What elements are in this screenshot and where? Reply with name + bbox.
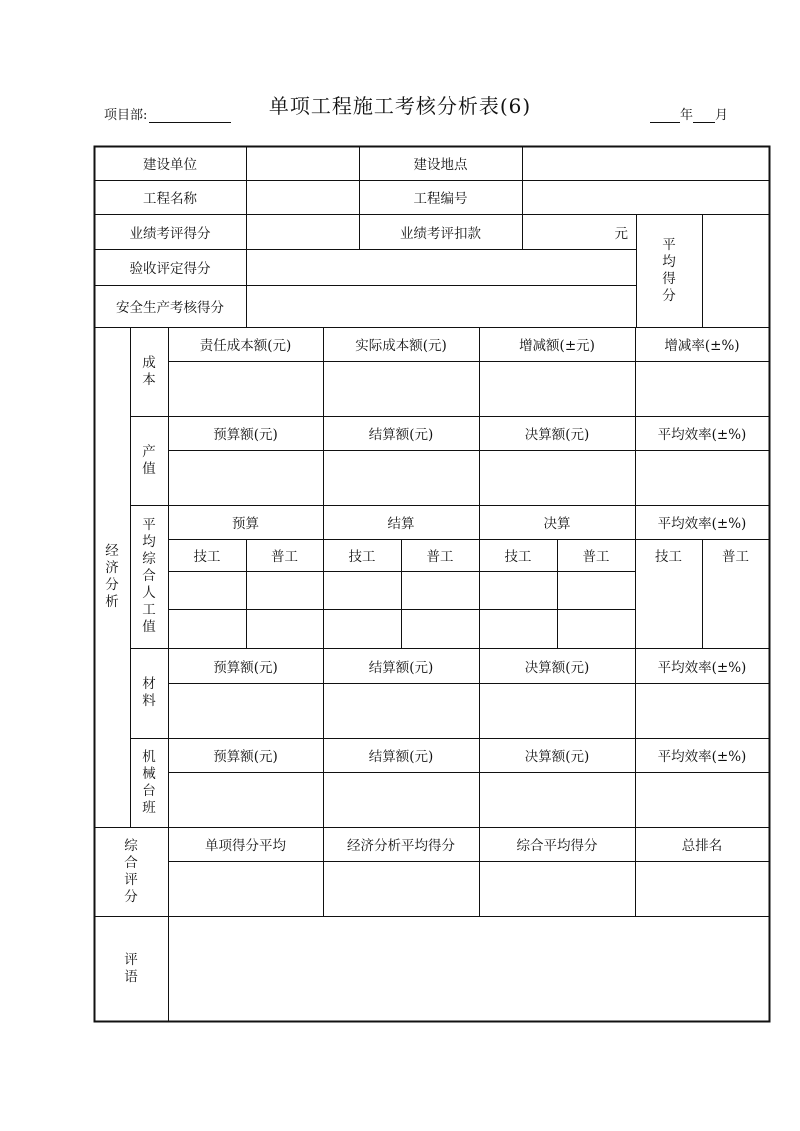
overall-col-2: 经济分析平均得分 — [347, 838, 455, 854]
economic-label — [94, 327, 130, 827]
cost-col-3: 增减额(±元) — [519, 338, 595, 354]
accept-score-label: 验收评定得分 — [129, 261, 211, 277]
labor-sub-1: 技工 — [193, 549, 221, 565]
cost-input-1[interactable] — [168, 361, 323, 416]
labor-sub-5: 技工 — [504, 549, 532, 565]
month-label: 月 — [715, 108, 729, 123]
cost-label-text: 成本 — [142, 354, 156, 388]
labor-label — [130, 505, 168, 648]
machine-col-1: 预算额(元) — [213, 749, 278, 765]
cost-col-4: 增减率(±%) — [664, 338, 740, 354]
comment-label-text: 评语 — [124, 951, 138, 985]
cost-col-2: 实际成本额(元) — [355, 338, 447, 354]
cost-label — [130, 327, 168, 416]
avg-score-label — [636, 214, 702, 327]
cost-input-4[interactable] — [635, 361, 769, 416]
overall-col-3: 综合平均得分 — [516, 838, 598, 854]
material-col-2: 结算额(元) — [368, 659, 434, 676]
labor-eff-skilled-input[interactable] — [635, 571, 702, 648]
labor-col-2: 结算 — [387, 516, 415, 532]
project-name-label: 工程名称 — [143, 191, 197, 207]
build-unit-input[interactable] — [246, 146, 359, 180]
project-name-input[interactable] — [246, 180, 359, 214]
material-label-text: 材料 — [142, 676, 156, 709]
build-site-label: 建设地点 — [413, 157, 468, 173]
labor-sub-3: 技工 — [348, 549, 376, 565]
safety-score-input[interactable] — [246, 285, 636, 327]
labor-col-3: 决算 — [543, 516, 571, 532]
material-col-3: 决算额(元) — [524, 659, 590, 676]
accept-score-input[interactable] — [246, 249, 636, 285]
labor-sub-4: 普工 — [426, 549, 454, 565]
overall-col-4: 总排名 — [681, 838, 723, 854]
safety-score-label: 安全生产考核得分 — [116, 300, 224, 316]
machine-col-2: 结算额(元) — [368, 749, 434, 765]
overall-col-1: 单项得分平均 — [205, 838, 286, 854]
labor-sub-7: 技工 — [655, 549, 682, 565]
labor-col-1: 预算 — [232, 516, 259, 532]
machine-col-4: 平均效率(±%) — [657, 749, 747, 765]
avg-score-text: 平均得分 — [662, 236, 676, 304]
project-no-label: 工程编号 — [413, 191, 468, 207]
comment-input[interactable] — [168, 916, 769, 1021]
economic-label-text: 经济分析 — [105, 543, 119, 610]
overall-label — [94, 827, 168, 916]
build-site-input[interactable] — [522, 146, 769, 180]
year-label: 年 — [680, 108, 694, 123]
labor-sub-2: 普工 — [271, 549, 298, 565]
output-input-3[interactable] — [479, 450, 635, 505]
output-col-1: 预算额(元) — [213, 427, 278, 443]
output-label-text: 产值 — [142, 443, 156, 477]
project-dept-label: 项目部: — [104, 108, 148, 123]
perf-deduct-input[interactable] — [522, 214, 636, 249]
project-no-input[interactable] — [522, 180, 769, 214]
page-title: 单项工程施工考核分析表(6) — [268, 94, 532, 118]
overall-input-area[interactable] — [168, 861, 769, 916]
perf-score-input[interactable] — [246, 214, 359, 249]
overall-label-text: 综合评分 — [124, 837, 138, 905]
labor-input-area[interactable] — [168, 571, 635, 648]
avg-score-input[interactable] — [702, 214, 769, 327]
material-col-4: 平均效率(±%) — [657, 659, 747, 676]
machine-label — [130, 738, 168, 827]
output-input-4[interactable] — [635, 450, 769, 505]
yuan-unit: 元 — [614, 225, 628, 242]
output-label — [130, 416, 168, 505]
material-label — [130, 648, 168, 738]
material-input-area[interactable] — [168, 683, 769, 738]
machine-col-3: 决算额(元) — [524, 749, 590, 765]
output-col-3: 决算额(元) — [524, 427, 590, 443]
output-input-2[interactable] — [323, 450, 479, 505]
comment-label — [94, 916, 168, 1021]
perf-deduct-label: 业绩考评扣款 — [400, 225, 481, 242]
machine-label-text: 机械台班 — [142, 748, 156, 816]
output-col-2: 结算额(元) — [368, 427, 434, 443]
labor-label-text: 平均综合人工值 — [142, 517, 156, 635]
labor-col-4: 平均效率(±%) — [657, 516, 747, 532]
output-input-1[interactable] — [168, 450, 323, 505]
cost-input-3[interactable] — [479, 361, 635, 416]
perf-score-label: 业绩考评得分 — [129, 225, 211, 242]
labor-sub-8: 普工 — [722, 549, 749, 565]
labor-sub-6: 普工 — [582, 549, 610, 565]
cost-input-2[interactable] — [323, 361, 479, 416]
build-unit-label: 建设单位 — [143, 157, 197, 173]
output-col-4: 平均效率(±%) — [657, 427, 747, 443]
cost-col-1: 责任成本额(元) — [199, 338, 292, 354]
labor-eff-general-input[interactable] — [702, 571, 769, 648]
machine-input-area[interactable] — [168, 772, 769, 827]
material-col-1: 预算额(元) — [213, 659, 278, 676]
